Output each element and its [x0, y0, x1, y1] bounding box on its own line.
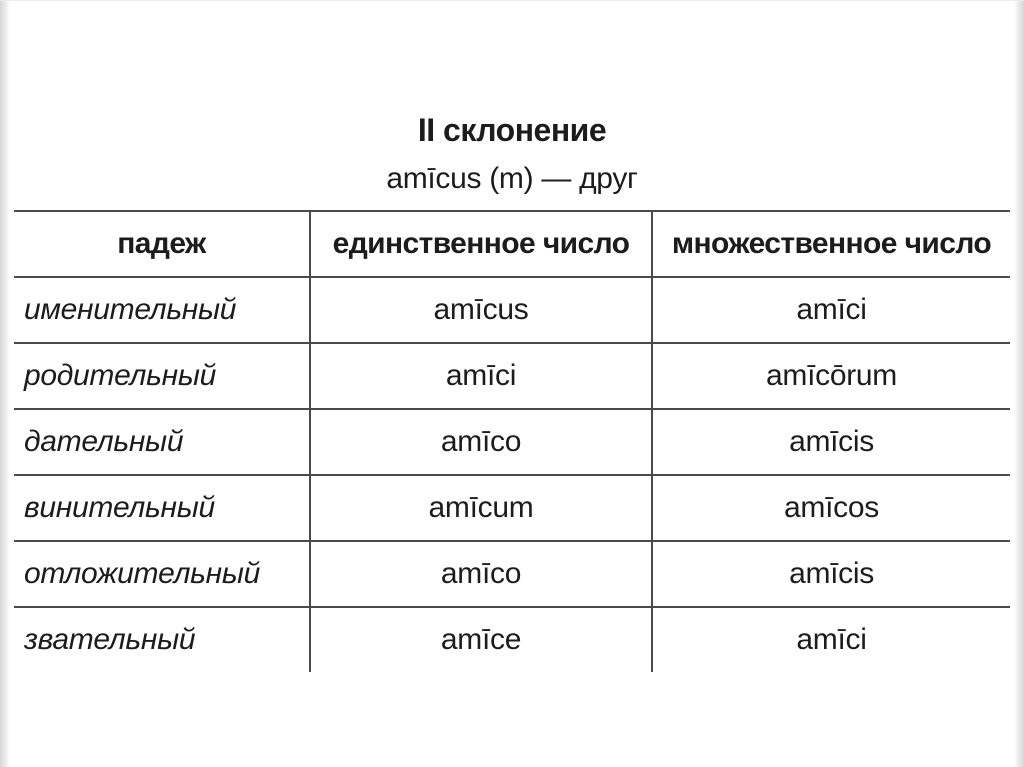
plural-form: amīcos [652, 475, 1010, 541]
case-name: винительный [14, 475, 310, 541]
header-singular: единственное число [310, 211, 652, 277]
singular-form: amīco [310, 541, 652, 607]
declension-title: II склонение [417, 112, 607, 148]
declension-table [14, 210, 1010, 672]
case-name: звательный [14, 607, 310, 672]
table-row [14, 475, 1010, 541]
singular-form: amīcum [310, 475, 652, 541]
case-name: именительный [14, 277, 310, 343]
plural-form: amīci [652, 607, 1010, 672]
case-name: отложительный [14, 541, 310, 607]
singular-form: amīci [310, 343, 652, 409]
plural-form: amīcis [652, 541, 1010, 607]
singular-form: amīce [310, 607, 652, 672]
table-row [14, 409, 1010, 475]
table-row [14, 343, 1010, 409]
header-plural: множественное число [652, 211, 1010, 277]
plural-form: amīcōrum [652, 343, 1010, 409]
header-case: падеж [14, 211, 310, 277]
table-row [14, 541, 1010, 607]
table-header-row [14, 211, 1010, 277]
singular-form: amīcus [310, 277, 652, 343]
singular-form: amīco [310, 409, 652, 475]
table-row [14, 607, 1010, 672]
case-name: дательный [14, 409, 310, 475]
plural-form: amīcis [652, 409, 1010, 475]
table-row [14, 277, 1010, 343]
declension-subtitle: amīcus (m) — друг [386, 162, 638, 195]
plural-form: amīci [652, 277, 1010, 343]
case-name: родительный [14, 343, 310, 409]
